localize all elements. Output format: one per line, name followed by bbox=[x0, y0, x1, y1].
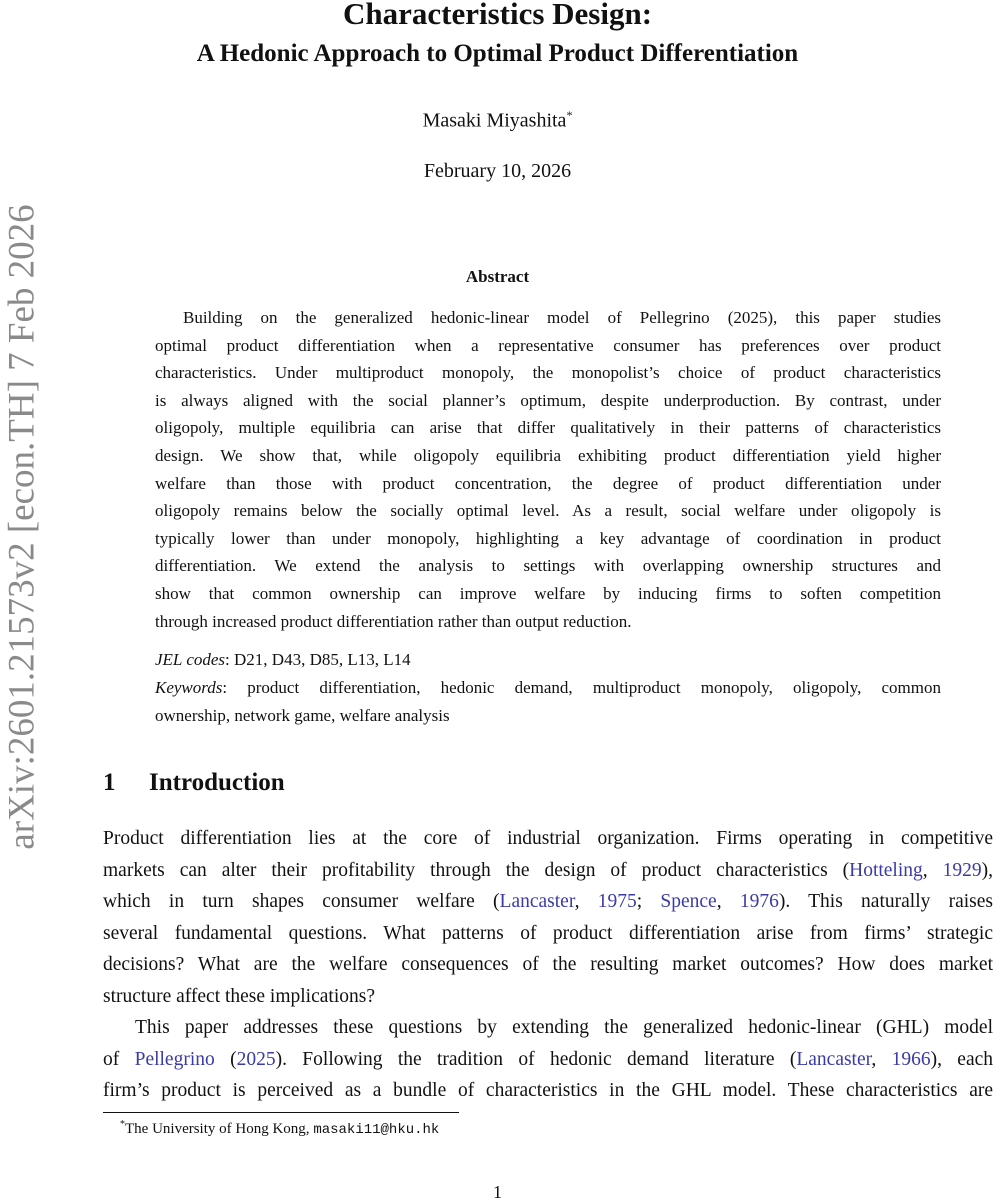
abstract-line: oligopoly remains below the socially optimal level. As a result, social welfare under oligopoly is bbox=[155, 501, 941, 521]
paragraph-line bbox=[103, 921, 993, 947]
abstract-line: Building on the generalized hedonic-linear model of Pellegrino (2025), this paper studies bbox=[183, 308, 941, 327]
abstract-line: characteristics. Under multiproduct monopoly, the monopolist’s choice of product characteristics bbox=[155, 363, 941, 383]
paragraph-line bbox=[103, 1078, 993, 1104]
text-segment: , bbox=[574, 891, 598, 912]
text-segment: ). This naturally raises bbox=[778, 891, 994, 912]
paragraph-line bbox=[103, 952, 993, 978]
footnote-rule bbox=[103, 1112, 459, 1113]
section-heading bbox=[103, 769, 285, 797]
abstract-line: differentiation. We extend the analysis to settings with overlapping ownership structures and bbox=[155, 556, 941, 576]
paragraph-line bbox=[103, 858, 993, 884]
citation-link[interactable]: 1966 bbox=[891, 1048, 931, 1070]
text-segment: structure affect these implications? bbox=[103, 985, 375, 1007]
text-segment: , bbox=[922, 859, 943, 881]
keywords-continued: ownership, network game, welfare analysis bbox=[155, 706, 450, 725]
abstract-line: through increased product differentiation rather than output reduction. bbox=[155, 611, 632, 631]
text-segment: Product differentiation lies at the core of industrial organization. Firms operating in competitive bbox=[103, 828, 993, 849]
abstract-line: is always aligned with the social planner’s optimum, despite underproduction. By contrast, under bbox=[155, 390, 941, 410]
text-segment: ), each bbox=[930, 1048, 994, 1070]
text-segment: decisions? What are the welfare consequences of the resulting market outcomes? How does market bbox=[103, 954, 993, 975]
footnote-marker: * bbox=[120, 1119, 125, 1130]
abstract-line: show that common ownership can improve welfare by inducing firms to soften competition bbox=[155, 584, 941, 603]
text-segment: firm’s product is perceived as a bundle of characteristics in the GHL model. These characteristics are bbox=[103, 1080, 993, 1101]
text-segment: ( bbox=[214, 1048, 237, 1070]
jel-label: JEL codes bbox=[155, 650, 226, 669]
abstract-line: optimal product differentiation when a representative consumer has preferences over product bbox=[155, 335, 941, 355]
footnote bbox=[120, 1119, 439, 1138]
abstract-heading: Abstract bbox=[465, 267, 530, 286]
page-number: 1 bbox=[493, 1182, 502, 1202]
footnote-text: The University of Hong Kong, bbox=[125, 1121, 314, 1137]
paragraph-line bbox=[103, 1047, 993, 1073]
paragraph-line bbox=[103, 984, 993, 1010]
footnote-mark[interactable]: * bbox=[566, 108, 573, 122]
citation-link[interactable]: 1976 bbox=[739, 891, 779, 912]
text-segment: ). Following the tradition of hedonic demand literature ( bbox=[275, 1048, 797, 1070]
arxiv-identifier-sidebar: arXiv:2601.21573v2 [econ.TH] 7 Feb 2026 bbox=[1, 204, 43, 850]
paragraph-line bbox=[103, 889, 993, 915]
text-segment: several fundamental questions. What patterns of product differentiation arise from firms’ strategic bbox=[103, 922, 993, 944]
text-segment: , bbox=[871, 1048, 892, 1070]
text-segment: markets can alter their profitability through the design of product characteristics ( bbox=[103, 859, 850, 881]
abstract-line: typically lower than under monopoly, highlighting a key advantage of coordination in product bbox=[155, 528, 941, 548]
paragraph-line bbox=[103, 826, 993, 852]
text-segment: of bbox=[103, 1048, 135, 1070]
section-title: Introduction bbox=[149, 769, 285, 796]
abstract-line: design. We show that, while oligopoly equilibria exhibiting product differentiation yield higher bbox=[155, 446, 941, 465]
author-email[interactable]: masaki11@hku.hk bbox=[313, 1122, 440, 1138]
citation-link[interactable]: Spence bbox=[660, 891, 717, 912]
paper-subtitle: A Hedonic Approach to Optimal Product Differentiation bbox=[196, 40, 799, 67]
abstract-line: oligopoly, multiple equilibria can arise that differ qualitatively in their patterns of characteristics bbox=[155, 418, 941, 438]
paper-title: Characteristics Design: bbox=[342, 0, 653, 31]
author-name: Masaki Miyashita bbox=[422, 109, 567, 132]
text-segment: ; bbox=[636, 891, 661, 912]
section-number: 1 bbox=[103, 769, 116, 796]
citation-link[interactable]: 2025 bbox=[236, 1048, 276, 1070]
author bbox=[0, 108, 995, 133]
jel-value: : D21, D43, D85, L13, L14 bbox=[225, 650, 411, 669]
citation-link[interactable]: 1975 bbox=[597, 891, 637, 912]
text-segment: This paper addresses these questions by extending the generalized hedonic-linear (GHL) model bbox=[135, 1017, 993, 1038]
text-segment: which in turn shapes consumer welfare ( bbox=[103, 891, 500, 912]
citation-link[interactable]: 1929 bbox=[942, 859, 982, 881]
paragraph-line bbox=[135, 1015, 993, 1041]
text-segment: ), bbox=[981, 859, 993, 881]
citation-link[interactable]: Lancaster bbox=[499, 891, 575, 912]
date: February 10, 2026 bbox=[423, 160, 572, 182]
citation-link[interactable]: Hotteling bbox=[849, 859, 923, 881]
keywords-value: : product differentiation, hedonic demand, multiproduct monopoly, oligopoly, common bbox=[222, 678, 941, 697]
abstract-line: welfare than those with product concentration, the degree of product differentiation under bbox=[155, 473, 941, 493]
text-segment: , bbox=[716, 891, 740, 912]
jel-codes bbox=[155, 649, 941, 671]
keywords bbox=[155, 677, 941, 699]
citation-link[interactable]: Lancaster bbox=[796, 1048, 872, 1070]
citation-link[interactable]: Pellegrino bbox=[134, 1048, 215, 1070]
keywords-label: Keywords bbox=[155, 678, 223, 697]
